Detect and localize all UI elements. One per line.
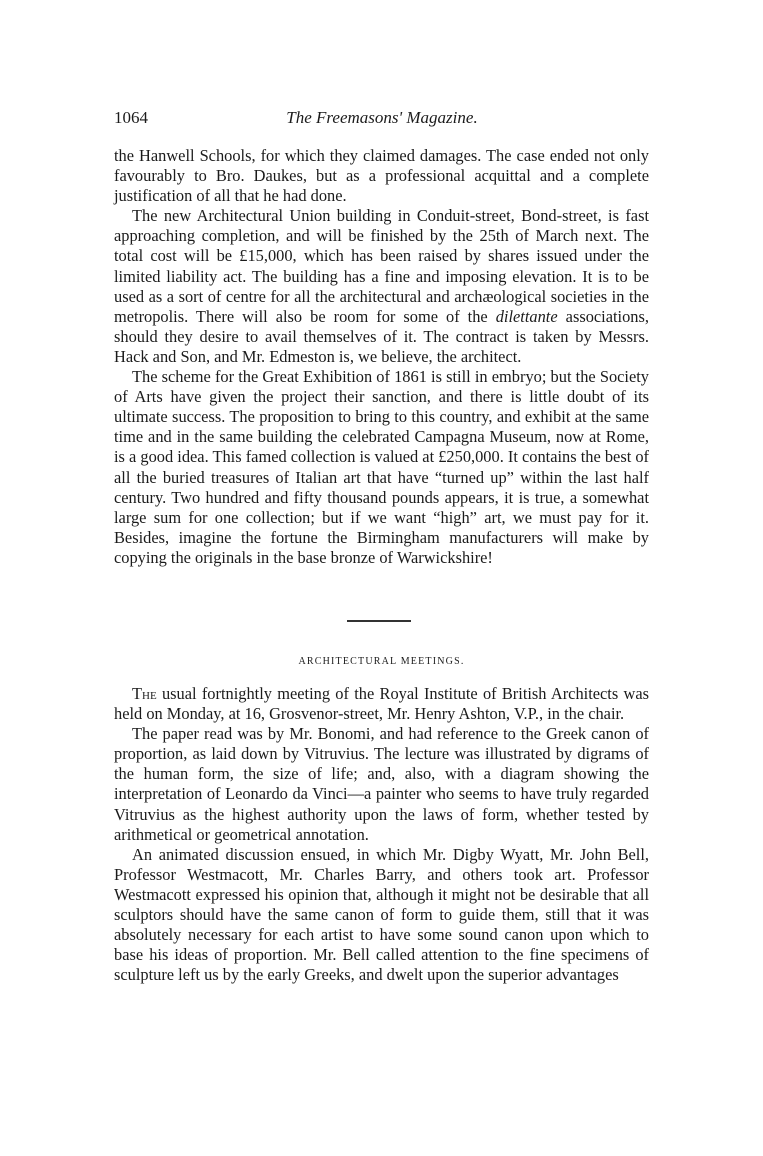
architectural-meetings-article [114,684,649,985]
paragraph [114,206,649,367]
paragraph-text: The new Architectural Union building in Conduit-street, Bond-street, is fast approaching completion, and will be finished by the 25th of March next. The total cost will be £15,000, which has been raised by shares issued under the limited liability act. The building has a fine and imposing elevation. It is to be used as a sort of centre for all the architectural and archæological societies in the metropolis. There will also be room for some of the [114,206,649,326]
article-continuation [114,146,649,568]
running-title: The Freemasons' Magazine. [286,108,478,127]
paragraph-text: usual fortnightly meeting of the Royal Institute of British Architects was held on Monday, at 16, Grosvenor-street, Mr. Henry Ashton, V.P., in the chair. [114,684,649,724]
paragraph-text: associations, should they desire to avail themselves of it. The contract is taken by Messrs. Hack and Son, and Mr. Edmeston is, we believe, the architect. [114,306,649,366]
paragraph: the Hanwell Schools, for which they claimed damages. The case ended not only favourably to Bro. Daukes, but as a professional acquittal and a complete justification of all that he had done. [114,146,649,206]
section-heading: ARCHITECTURAL MEETINGS. [298,656,465,667]
paragraph: An animated discussion ensued, in which Mr. Digby Wyatt, Mr. John Bell, Professor Westmacott, Mr. Charles Barry, and others took art. Professor Westmacott expressed his opinion that, although it might not be desirable that all sculptors should have the same canon of form to guide them, still that it was absolutely necessary for each artist to have some sound canon upon which to base his ideas of proportion. Mr. Bell called attention to the fine specimens of sculpture left us by the early Greeks, and dwelt upon the superior advantages [114,844,649,985]
italic-term: dilettante [495,306,558,326]
page-header [114,108,650,132]
paragraph: The scheme for the Great Exhibition of 1861 is still in embryo; but the Society of Arts have given the project their sanction, and there is little doubt of its ultimate success. The proposition to bring to this country, and exhibit at the same time and in the same building the celebrated Campagna Museum, now at Rome, is a good idea. This famed collection is valued at £250,000. It contains the best of all the buried treasures of Italian art that have “turned up” within the last half century. Two hundred and fifty thousand pounds appears, it is true, a somewhat large sum for one collection; but if we want “high” art, we must pay for it. Besides, imagine the fortune the Birmingham manufacturers will make by copying the originals in the base bronze of Warwickshire! [114,367,650,567]
lead-word: The [132,684,157,703]
page-number: 1064 [114,108,148,127]
paragraph [114,684,649,724]
paragraph: The paper read was by Mr. Bonomi, and had reference to the Greek canon of proportion, as laid down by Vitruvius. The lecture was illustrated by digrams of the human form, the size of life; and, also, with a diagram showing the interpretation of Leonardo da Vinci—a painter who seems to have truly regarded Vitruvius as the highest authority upon the laws of form, whether tested by arithmetical or geometrical annotation. [114,724,649,844]
section-divider [347,620,411,622]
